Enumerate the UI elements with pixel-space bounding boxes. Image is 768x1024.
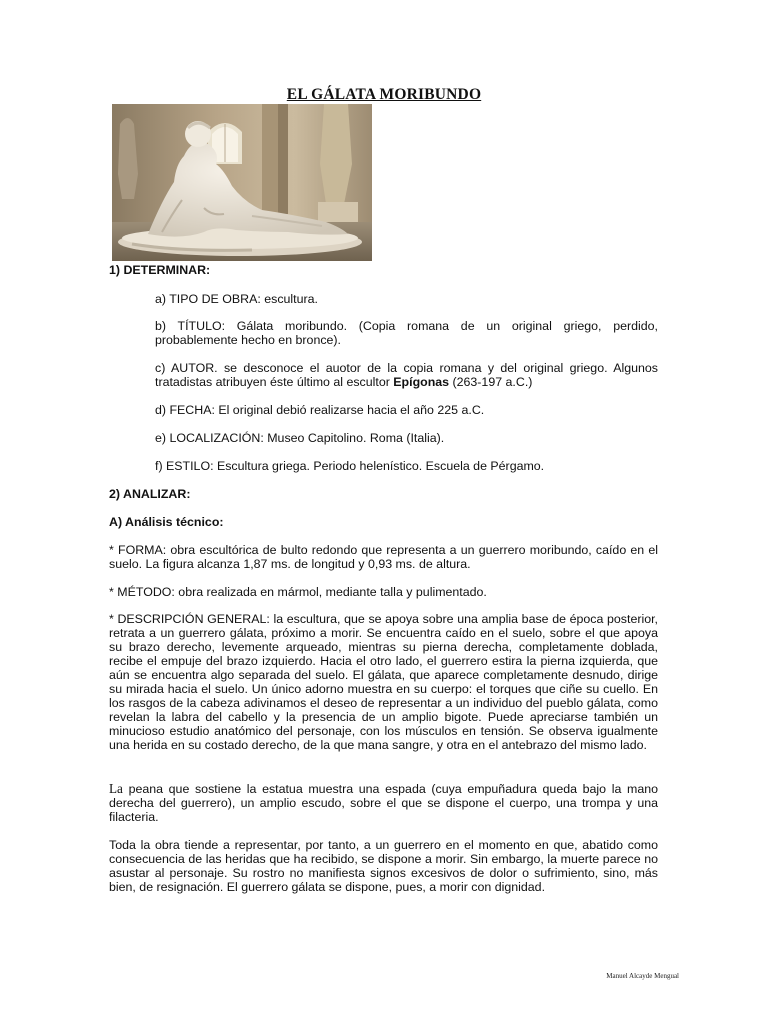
section-heading-analizar: 2) ANALIZAR: <box>109 487 191 501</box>
sculpture-photo <box>112 104 372 261</box>
item-autor-dates: (263-197 a.C.) <box>449 375 533 389</box>
paragraph-conclusion: Toda la obra tiende a representar, por tanto, a un guerrero en el momento en que, abatido como consecuencia de las heridas que ha recibido, se dispone a morir. Sin embargo, la muerte parece no asustar al personaje. Su rostro no manifiesta signos excesivos de dolor o sufrimiento, sino, más bien, de resignación. El guerrero gálata se dispone, pues, a morir con dignidad. <box>109 838 658 894</box>
subheading-analisis-tecnico: A) Análisis técnico: <box>109 515 224 529</box>
paragraph-forma: * FORMA: obra escultórica de bulto redondo que representa a un guerrero moribundo, caído en el suelo. La figura alcanza 1,87 ms. de longitud y 0,93 ms. de altura. <box>109 543 658 571</box>
item-titulo: b) TÍTULO: Gálata moribundo. (Copia romana de un original griego, perdido, probablemente hecho en bronce). <box>155 319 658 347</box>
item-autor-text: c) AUTOR. se desconoce el auotor de la copia romana y del original griego. Algunos tratadistas atribuyen éste último al escultor <box>155 361 658 389</box>
item-fecha: d) FECHA: El original debió realizarse hacia el año 225 a.C. <box>155 403 485 417</box>
paragraph-peana <box>109 782 658 824</box>
paragraph-peana-first-word: La <box>109 781 123 796</box>
paragraph-peana-text: peana que sostiene la estatua muestra una espada (cuya empuñadura queda bajo la mano derecha del guerrero), un amplio escudo, sobre el que se dispone el cuerpo, una trompa y una filacteria. <box>109 782 658 824</box>
section-heading-determinar: 1) DETERMINAR: <box>109 263 211 277</box>
footer-author: Manuel Alcayde Mengual <box>606 972 679 980</box>
item-autor-name: Epígonas <box>393 375 450 389</box>
paragraph-metodo: * MÉTODO: obra realizada en mármol, mediante talla y pulimentado. <box>109 585 487 599</box>
item-tipo-de-obra: a) TIPO DE OBRA: escultura. <box>155 292 318 306</box>
item-estilo: f) ESTILO: Escultura griega. Periodo helenístico. Escuela de Pérgamo. <box>155 459 545 473</box>
sculpture-illustration <box>112 104 372 261</box>
document-title: EL GÁLATA MORIBUNDO <box>286 86 482 103</box>
item-autor <box>155 361 658 389</box>
item-localizacion: e) LOCALIZACIÓN: Museo Capitolino. Roma (Italia). <box>155 431 445 445</box>
paragraph-descripcion: * DESCRIPCIÓN GENERAL: la escultura, que se apoya sobre una amplia base de época posterior, retrata a un guerrero gálata, próximo a morir. Se encuentra caído en el suelo, sobre el que apoya su brazo derecho, levemente arqueado, mientras su pierna derecha, completamente doblada, recibe el empuje del brazo izquierdo. Hacia el otro lado, el guerrero estira la pierna izquierda, que aún se encuentra algo separada del suelo. El gálata, que aparece completamente desnudo, dirige su mirada hacia el suelo. Un único adorno muestra en su cuerpo: el torques que ciñe su cuello. En los rasgos de la cabeza adivinamos el deseo de representar a un individuo del pueblo gálata, como revelan la labra del cabello y la presencia de un amplio bigote. Puede apreciarse también un minucioso estudio anatómico del personaje, con los músculos en tensión. Se observa igualmente una herida en su costado derecho, de la que mana sangre, y otra en el antebrazo del mismo lado. <box>109 612 658 752</box>
